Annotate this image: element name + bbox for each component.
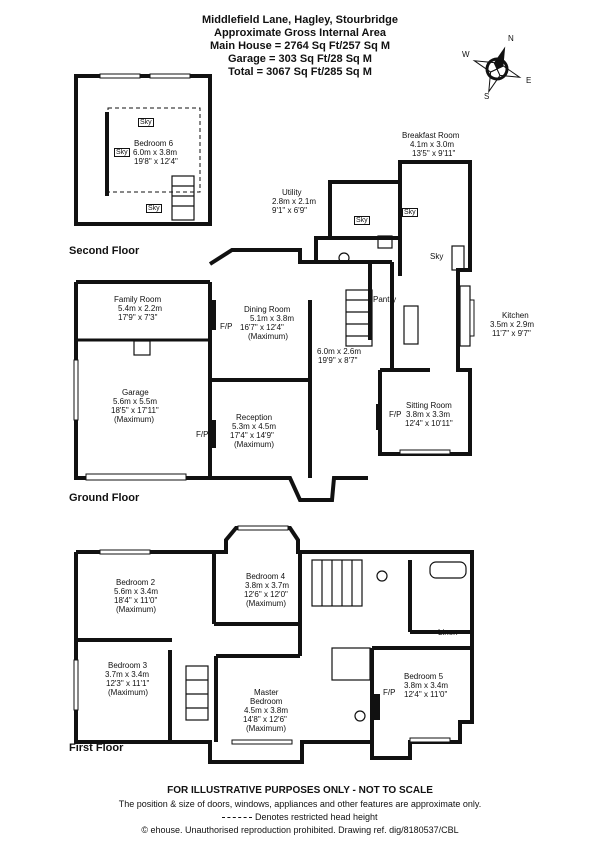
kitchen-imperial: 11'7" x 9'7" — [492, 329, 531, 338]
fireplace-label: F/P — [383, 688, 396, 697]
sitting-name: Sitting Room — [406, 401, 452, 410]
bedroom5-name: Bedroom 5 — [404, 672, 444, 681]
bedroom6-metric: 6.0m x 3.8m — [133, 148, 178, 157]
bedroom4-metric: 3.8m x 3.7m — [245, 581, 290, 590]
linen-name: Linen — [438, 628, 458, 637]
breakfast-metric: 4.1m x 3.0m — [410, 140, 455, 149]
family-name: Family Room — [114, 295, 162, 304]
bedroom3-imperial: 12'3" x 11'1" — [106, 679, 150, 688]
head-height-legend — [0, 811, 600, 823]
hall-metric: 6.0m x 2.6m — [317, 347, 362, 356]
bedroom3-metric: 3.7m x 3.4m — [105, 670, 150, 679]
utility-name: Utility — [282, 188, 302, 197]
garage-area: Garage = 303 Sq Ft/28 Sq M — [228, 53, 372, 65]
family-metric: 5.4m x 2.2m — [118, 304, 163, 313]
kitchen-name: Kitchen — [502, 311, 529, 320]
bedroom2-imperial: 18'4" x 11'0" — [114, 596, 158, 605]
garage-imperial: 18'5" x 17'11" — [111, 406, 159, 415]
bedroom5-metric: 3.8m x 3.4m — [404, 681, 449, 690]
bedroom3-name: Bedroom 3 — [108, 661, 148, 670]
compass-e: E — [526, 76, 532, 85]
sitting-metric: 3.8m x 3.3m — [406, 410, 451, 419]
bedroom4-extra: (Maximum) — [246, 599, 286, 608]
utility-metric: 2.8m x 2.1m — [272, 197, 317, 206]
reception-name: Reception — [236, 413, 273, 422]
skylight-marker: Sky — [148, 205, 160, 212]
compass-s: S — [484, 92, 490, 101]
fireplace-label: F/P — [389, 410, 402, 419]
pantry-name: Pantry — [373, 295, 397, 304]
reception-imperial: 17'4" x 14'9" — [230, 431, 274, 440]
dining-imperial: 16'7" x 12'4" — [240, 323, 284, 332]
family-imperial: 17'9" x 7'3" — [118, 313, 158, 322]
garage-name: Garage — [122, 388, 149, 397]
dining-extra: (Maximum) — [248, 332, 288, 341]
breakfast-name: Breakfast Room — [402, 131, 460, 140]
master-name2: Bedroom — [250, 697, 283, 706]
bedroom2-name: Bedroom 2 — [116, 578, 156, 587]
skylight-marker: Sky — [404, 209, 416, 216]
breakfast-imperial: 13'5" x 9'11" — [412, 149, 456, 158]
copyright-line: © ehouse. Unauthorised reproduction prohibited. Drawing ref. dig/8180537/CBL — [141, 825, 459, 835]
bedroom2-extra: (Maximum) — [116, 605, 156, 614]
approximation-disclaimer: The position & size of doors, windows, appliances and other features are approximate only. — [118, 799, 482, 809]
compass-w: W — [462, 50, 470, 59]
garage-metric: 5.6m x 5.5m — [113, 397, 158, 406]
master-imperial: 14'8" x 12'6" — [243, 715, 287, 724]
ground-floor-title: Ground Floor — [69, 492, 140, 504]
master-extra: (Maximum) — [246, 724, 286, 733]
bedroom4-imperial: 12'6" x 12'0" — [244, 590, 288, 599]
bedroom5-imperial: 12'4" x 11'0" — [404, 690, 448, 699]
reception-metric: 5.3m x 4.5m — [232, 422, 277, 431]
skylight-marker: Sky — [356, 217, 368, 224]
illustrative-disclaimer: FOR ILLUSTRATIVE PURPOSES ONLY - NOT TO SCALE — [167, 785, 433, 796]
dining-metric: 5.1m x 3.8m — [250, 314, 295, 323]
main-house-area: Main House = 2764 Sq Ft/257 Sq M — [209, 40, 391, 52]
bedroom3-extra: (Maximum) — [108, 688, 148, 697]
second-floor-title: Second Floor — [69, 245, 140, 257]
property-title: Middlefield Lane, Hagley, Stourbridge — [202, 14, 398, 26]
kitchen-metric: 3.5m x 2.9m — [490, 320, 535, 329]
bedroom6-name: Bedroom 6 — [134, 139, 174, 148]
reception-extra: (Maximum) — [234, 440, 274, 449]
skylight-label: Sky — [430, 252, 444, 261]
hall-imperial: 19'9" x 8'7" — [318, 356, 358, 365]
dashed-line-icon — [222, 817, 252, 818]
dining-name: Dining Room — [244, 305, 291, 314]
utility-imperial: 9'1" x 6'9" — [272, 206, 307, 215]
skylight-marker: Sky — [140, 119, 152, 126]
first-floor-title: First Floor — [69, 742, 124, 754]
sitting-imperial: 12'4" x 10'11" — [405, 419, 453, 428]
compass-n: N — [508, 34, 514, 43]
bedroom2-metric: 5.6m x 3.4m — [114, 587, 159, 596]
bedroom6-imperial: 19'8" x 12'4" — [134, 157, 178, 166]
garage-extra: (Maximum) — [114, 415, 154, 424]
skylight-marker: Sky — [116, 149, 128, 156]
area-heading: Approximate Gross Internal Area — [214, 27, 386, 39]
master-name: Master — [254, 688, 279, 697]
total-area: Total = 3067 Sq Ft/285 Sq M — [228, 66, 372, 78]
bedroom4-name: Bedroom 4 — [246, 572, 286, 581]
master-metric: 4.5m x 3.8m — [244, 706, 289, 715]
head-height-text: Denotes restricted head height — [254, 812, 378, 822]
fireplace-label: F/P — [196, 430, 209, 439]
fireplace-label: F/P — [220, 322, 233, 331]
